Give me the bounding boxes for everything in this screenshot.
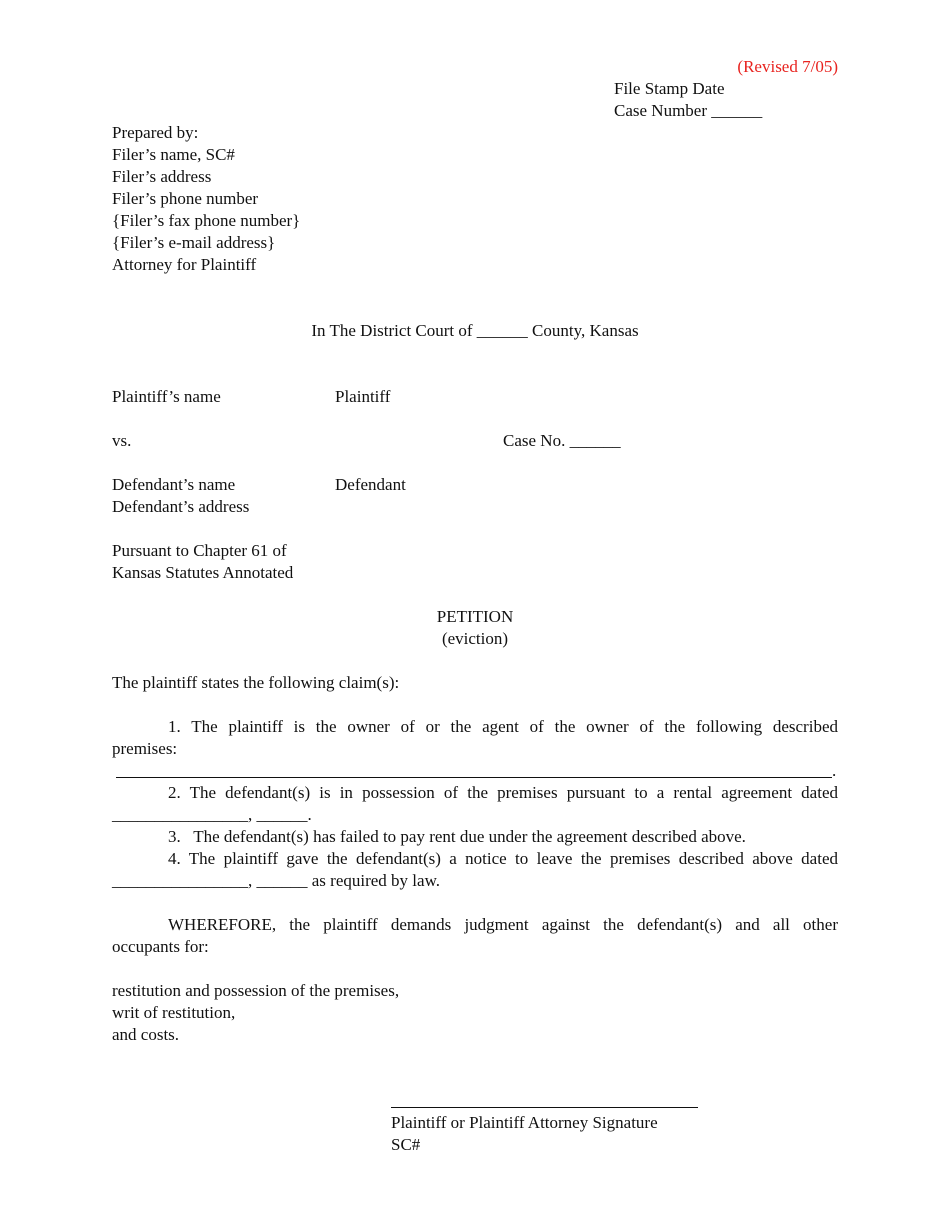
statute-line-2: Kansas Statutes Annotated bbox=[112, 563, 294, 582]
case-number-header: Case Number ______ bbox=[614, 101, 763, 120]
revision-note: (Revised 7/05) bbox=[737, 57, 838, 76]
claim-1-line-2: premises: bbox=[112, 739, 178, 758]
defendant-label: Defendant bbox=[335, 475, 406, 494]
claim-2-line-1: 2. The defendant(s) is in possession of the premises pursuant to a rental agreement dated bbox=[168, 783, 838, 802]
signature-label: Plaintiff or Plaintiff Attorney Signature bbox=[391, 1113, 658, 1132]
premises-blank-line bbox=[116, 777, 832, 778]
filer-address: Filer’s address bbox=[112, 167, 212, 186]
claim-1-line-1: 1. The plaintiff is the owner of or the agent of the owner of the following described bbox=[168, 717, 838, 736]
filer-phone: Filer’s phone number bbox=[112, 189, 259, 208]
plaintiff-label: Plaintiff bbox=[335, 387, 391, 406]
prepared-by-heading: Prepared by: bbox=[112, 123, 199, 142]
relief-item-2: writ of restitution, bbox=[112, 1003, 236, 1022]
document-subtitle: (eviction) bbox=[441, 629, 509, 648]
claim-4-line-1: 4. The plaintiff gave the defendant(s) a notice to leave the premises described above dated bbox=[168, 849, 838, 868]
defendant-name: Defendant’s name bbox=[112, 475, 236, 494]
versus: vs. bbox=[112, 431, 132, 450]
file-stamp-date: File Stamp Date bbox=[614, 79, 725, 98]
filer-role: Attorney for Plaintiff bbox=[112, 255, 257, 274]
claim-3: 3. The defendant(s) has failed to pay rent due under the agreement described above. bbox=[168, 827, 746, 846]
document-title: PETITION bbox=[436, 607, 514, 626]
claim-2-line-2: ________________, ______. bbox=[112, 805, 312, 824]
relief-item-3: and costs. bbox=[112, 1025, 180, 1044]
defendant-address: Defendant’s address bbox=[112, 497, 250, 516]
claims-intro: The plaintiff states the following claim(s): bbox=[112, 673, 400, 692]
filer-name: Filer’s name, SC# bbox=[112, 145, 235, 164]
case-number-caption: Case No. ______ bbox=[503, 431, 621, 450]
claim-4-line-2: ________________, ______ as required by law. bbox=[112, 871, 440, 890]
filer-fax: {Filer’s fax phone number} bbox=[112, 211, 301, 230]
signature-line bbox=[391, 1107, 698, 1108]
relief-item-1: restitution and possession of the premises, bbox=[112, 981, 400, 1000]
wherefore-line-2: occupants for: bbox=[112, 937, 209, 956]
court-title: In The District Court of ______ County, Kansas bbox=[311, 321, 639, 340]
signature-sc-number: SC# bbox=[391, 1135, 421, 1154]
wherefore-line-1: WHEREFORE, the plaintiff demands judgment against the defendant(s) and all other bbox=[168, 915, 838, 934]
plaintiff-name: Plaintiff’s name bbox=[112, 387, 221, 406]
filer-email: {Filer’s e-mail address} bbox=[112, 233, 276, 252]
statute-line-1: Pursuant to Chapter 61 of bbox=[112, 541, 287, 560]
premises-blank-period: . bbox=[832, 761, 837, 780]
